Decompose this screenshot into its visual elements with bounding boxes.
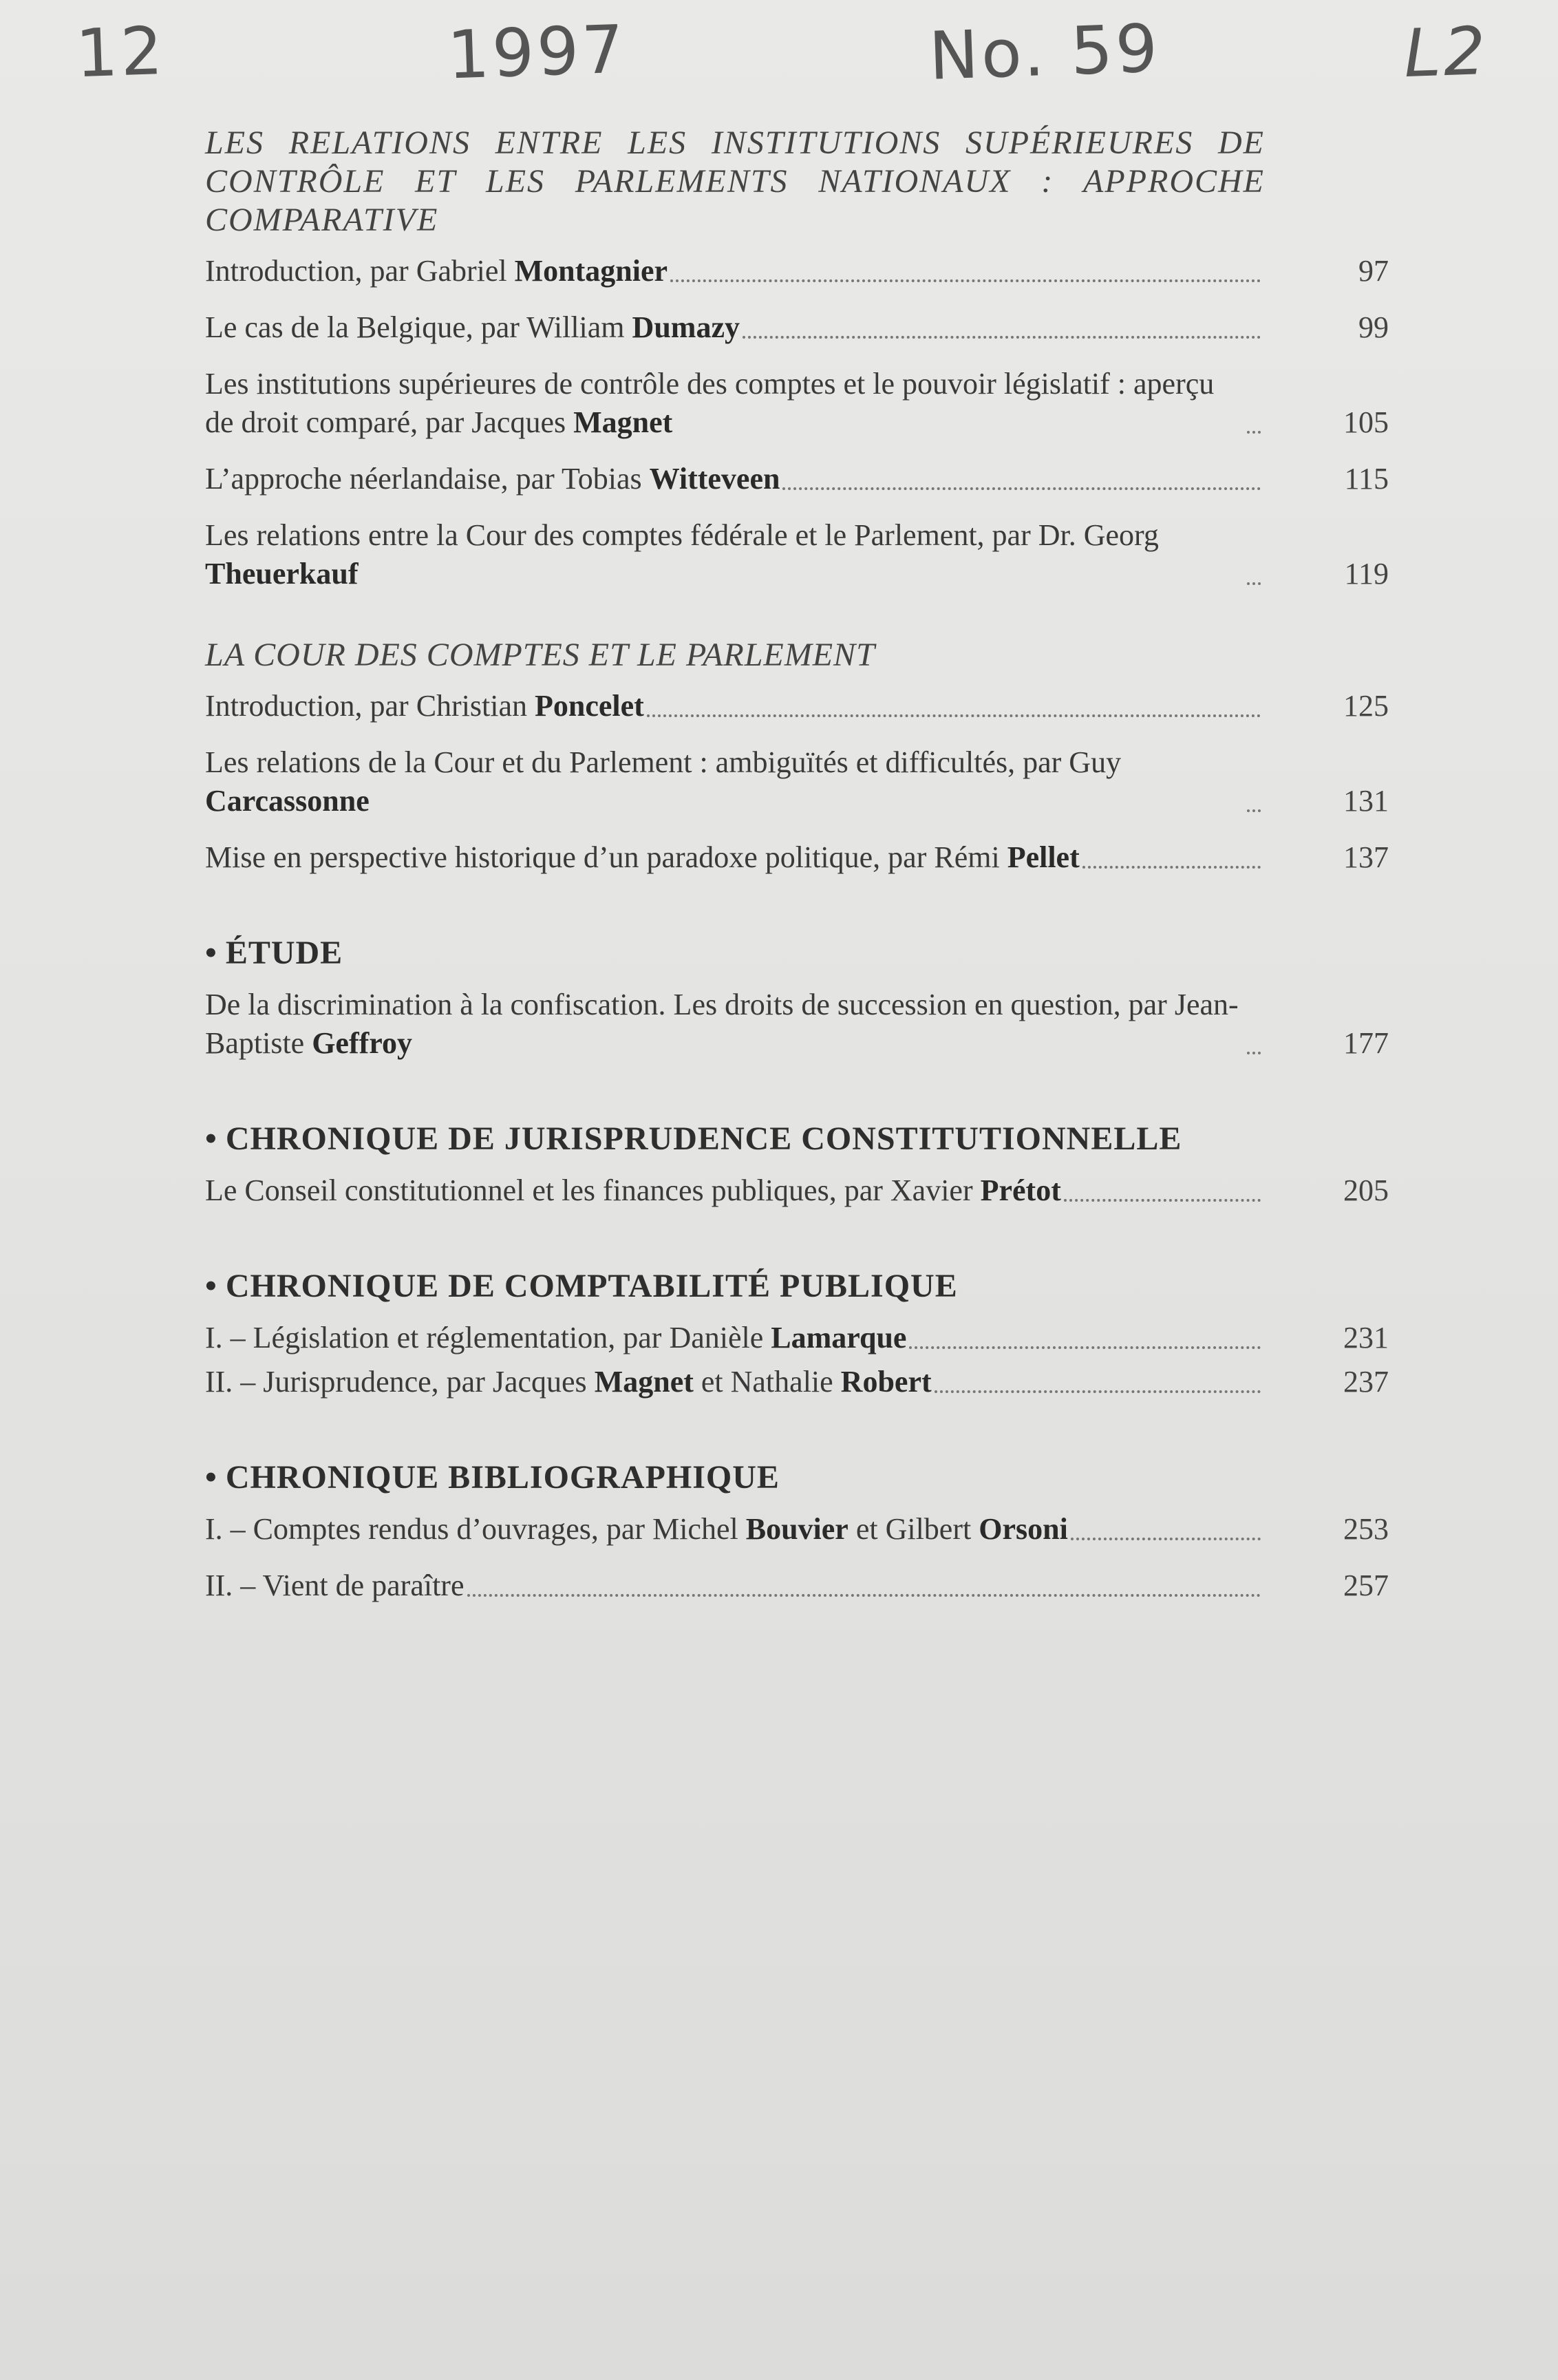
entry-text: I. – Législation et réglementation, par Danièle [205, 1321, 771, 1354]
toc-entry[interactable] [205, 365, 1389, 442]
dot-leader [935, 1388, 1261, 1393]
entry-page-number: 137 [1343, 840, 1389, 874]
dot-leader [782, 485, 1261, 490]
dot-leader [1247, 1049, 1261, 1054]
dot-leader [467, 1591, 1261, 1597]
entry-text: Les relations de la Cour et du Parlement : ambiguïtés et difficultés, par Guy [205, 745, 1122, 779]
toc-entry[interactable] [205, 460, 1389, 498]
entry-text-mid: et Nathalie [693, 1365, 841, 1399]
entry-page-number: 119 [1344, 557, 1389, 591]
toc-entry[interactable] [205, 1566, 1389, 1605]
entry-page-number: 99 [1358, 310, 1389, 344]
dot-leader [1082, 863, 1261, 869]
entry-page-number: 205 [1343, 1173, 1389, 1207]
heading-text: ÉTUDE [225, 935, 343, 971]
toc-entry[interactable] [205, 687, 1389, 725]
section-title-cour-des-comptes: LA COUR DES COMPTES ET LE PARLEMENT [205, 637, 875, 673]
bullet: • [205, 935, 217, 971]
toc-entry[interactable] [205, 1171, 1389, 1210]
dot-leader [909, 1343, 1261, 1349]
bullet: • [205, 1268, 217, 1304]
entry-author: Pellet [1007, 840, 1080, 874]
entry-author: Geffroy [312, 1026, 412, 1060]
entry-page-number: 177 [1343, 1026, 1389, 1060]
entry-author: Poncelet [535, 689, 644, 723]
toc-entry[interactable] [205, 308, 1389, 347]
entry-author: Witteveen [649, 462, 780, 496]
entry-author: Magnet [594, 1365, 694, 1399]
heading-text: CHRONIQUE BIBLIOGRAPHIQUE [225, 1459, 780, 1496]
entry-text: Les relations entre la Cour des comptes fédérale et le Parlement, par Dr. Georg [205, 518, 1159, 552]
dot-leader [1064, 1196, 1261, 1202]
entry-text: II. – Vient de paraître [205, 1569, 465, 1602]
entry-author: Magnet [573, 405, 673, 439]
entry-text: Mise en perspective historique d’un paradoxe politique, par Rémi [205, 840, 1007, 874]
handwritten-note-right: L2 [1402, 12, 1490, 93]
table-of-contents [205, 124, 1389, 1605]
toc-entry[interactable] [205, 838, 1389, 877]
entry-text: Le Conseil constitutionnel et les finances publiques, par Xavier [205, 1173, 981, 1207]
entry-author: Bouvier [745, 1512, 849, 1546]
entry-author: Lamarque [771, 1321, 907, 1354]
entry-page-number: 105 [1343, 405, 1389, 439]
entry-page-number: 125 [1343, 689, 1389, 723]
entry-text: Introduction, par Christian [205, 689, 535, 723]
section-title-comparative: LES RELATIONS ENTRE LES INSTITUTIONS SUPÉRIEURES DE CONTRÔLE ET LES PARLEMENTS NATIONAUX : APPROCHE COMPARATIVE [205, 125, 1265, 238]
entry-text-mid: et Gilbert [848, 1512, 979, 1546]
handwritten-issue-number: No. 59 [928, 10, 1162, 95]
entry-text: II. – Jurisprudence, par Jacques [205, 1365, 595, 1399]
entry-page-number: 97 [1358, 254, 1389, 288]
heading-text: CHRONIQUE DE JURISPRUDENCE CONSTITUTIONNELLE [225, 1120, 1182, 1157]
dot-leader [1071, 1535, 1261, 1540]
heading-text: CHRONIQUE DE COMPTABILITÉ PUBLIQUE [225, 1268, 958, 1304]
dot-leader [1247, 580, 1261, 585]
entry-page-number: 257 [1343, 1569, 1389, 1602]
toc-entry[interactable] [205, 516, 1389, 593]
entry-author: Carcassonne [205, 784, 370, 818]
entry-author: Theuerkauf [205, 557, 359, 591]
entry-page-number: 231 [1343, 1321, 1389, 1354]
entry-text: L’approche néerlandaise, par Tobias [205, 462, 650, 496]
handwritten-note-left: 12 [74, 12, 167, 93]
entry-text: Le cas de la Belgique, par William [205, 310, 632, 344]
entry-text: I. – Comptes rendus d’ouvrages, par Michel [205, 1512, 746, 1546]
dot-leader [647, 712, 1261, 717]
toc-entry[interactable] [205, 252, 1389, 290]
entry-author: Montagnier [514, 254, 668, 288]
section-heading-bibliographique [205, 1458, 1389, 1498]
handwritten-year: 1997 [446, 10, 628, 94]
entry-text: De la discrimination à la confiscation. Les droits de succession en question, par Jean-Baptiste [205, 988, 1239, 1060]
bullet: • [205, 1459, 217, 1496]
section-heading-comptabilite [205, 1266, 1389, 1306]
dot-leader [1247, 428, 1261, 434]
toc-entry[interactable] [205, 1319, 1389, 1357]
toc-entry[interactable] [205, 986, 1389, 1063]
entry-text: Les institutions supérieures de contrôle des comptes et le pouvoir législatif : aperçu de droit comparé, par Jacques [205, 367, 1215, 439]
entry-page-number: 237 [1343, 1365, 1389, 1399]
toc-entry[interactable] [205, 1363, 1389, 1401]
entry-author-2: Robert [840, 1365, 932, 1399]
bullet: • [205, 1120, 217, 1157]
section-heading-etude [205, 933, 1389, 973]
entry-page-number: 253 [1343, 1512, 1389, 1546]
toc-entry[interactable] [205, 743, 1389, 820]
entry-page-number: 115 [1344, 462, 1389, 496]
entry-page-number: 131 [1343, 784, 1389, 818]
section-heading-jurisprudence [205, 1119, 1389, 1159]
dot-leader [743, 333, 1261, 339]
dot-leader [1247, 807, 1261, 812]
entry-author-2: Orsoni [979, 1512, 1068, 1546]
toc-entry[interactable] [205, 1510, 1389, 1549]
entry-author: Prétot [980, 1173, 1061, 1207]
dot-leader [670, 277, 1261, 282]
entry-author: Dumazy [632, 310, 740, 344]
entry-text: Introduction, par Gabriel [205, 254, 515, 288]
